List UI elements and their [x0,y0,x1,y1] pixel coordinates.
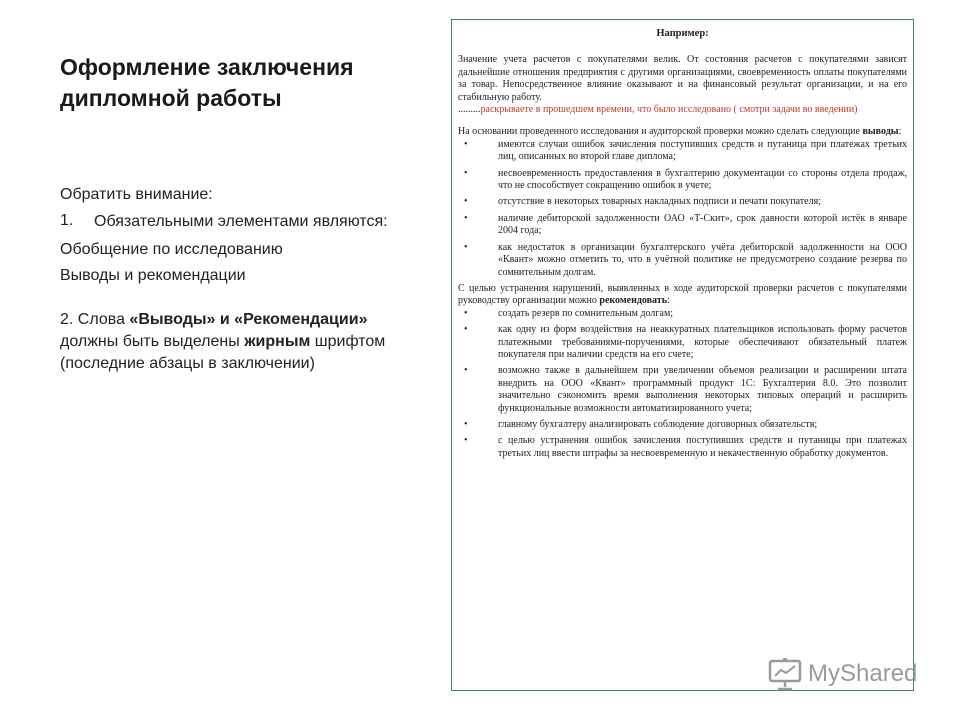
note-suffix: шрифтом (последние абзацы в заключении) [60,333,386,372]
list-item [458,435,907,460]
list-item-text: возможно также в дальнейшем при увеличении объемов реализации и расширении штата внедрить на ООО «Квант» программный продукт 1С: Бухгалтерия 8.0. Это позволит значительно сэкономить время выполнения некоторых типовых операций и расширить функциональные возможности автоматизированного учета; [498,365,907,414]
bullet: • [464,365,468,377]
list-item-text: создать резерв по сомнительным долгам; [498,307,674,319]
list-item-text: отсутствие в некоторых товарных накладных подписи и печати покупателя; [498,196,821,208]
para4-end: : [667,295,670,307]
bold-note [60,309,390,375]
bullet: • [464,138,468,150]
item-number: 1. [60,212,74,229]
list-item [458,419,907,431]
list-item-text: как недостаток в организации бухгалтерского учёта дебиторской задолженности на ООО «Квант» можно отметить то, что в учётной политике не предусмотрено создание резерва по сомнительным долгам. [498,241,907,278]
example-document [451,19,914,691]
item-text: Обязательными элементами являются: [94,213,388,230]
watermark-text [808,660,917,688]
bullet: • [464,241,468,253]
slide-title: Оформление заключения дипломной работы [60,54,354,111]
list-item-text: как одну из форм воздействия на неаккуратных плательщиков использовать форму расчетов платежными требованиями-поручениями, которые обеспечивают обязательный платеж покупателя при наличии средств на его счете; [498,324,907,360]
watermark-part2: Shared [840,660,918,687]
document-paragraph-2 [458,104,907,116]
recommend-bold: рекомендовать [599,295,667,307]
para4-text: С целью устранения нарушений, выявленных в ходе аудиторской проверки расчетов с покупателями руководству организации можно [458,282,907,307]
list-item [458,196,907,208]
presentation-icon [768,657,802,691]
note-bold-words: «Выводы» и «Рекомендации» [129,311,368,328]
list-item [458,139,907,164]
bullet: • [464,435,468,447]
recommendations-list [458,308,907,460]
list-item [458,308,907,320]
document-paragraph-1: Значение учета расчетов с покупателями велик. От состояния расчетов с покупателями зависят дальнейшие отношения предприятия с другими организациями, своевременность оплаты покупателями за товар. Непосредственное влияние оказывают и на финансовый результат организации, и на его стабильную работу. [458,54,907,103]
bullet: • [464,324,468,336]
bullet: • [464,418,468,430]
note-mid: должны быть выделены [60,333,245,350]
attention-label: Обратить внимание: [60,186,213,203]
list-item-text: имеются случаи ошибок зачисления поступивших средств и путаница при платежах третьих лиц, описанных во второй главе диплома; [498,138,907,163]
conclusions-list [458,139,907,279]
note-bold-word: жирным [244,333,311,350]
dots: ......... [458,104,481,116]
list-item-text: с целью устранения ошибок зачисления поступивших средств и путаницы при платежах третьих лиц ввести штрафы за несвоевременную и некачественную обработку документов. [498,435,907,459]
document-paragraph-3 [458,126,907,138]
line-conclusions: Выводы и рекомендации [60,267,246,284]
document-heading: Например: [656,28,709,39]
list-item [458,213,907,238]
para3-end: : [898,126,902,138]
watermark-part1: My [808,660,840,687]
conclusions-bold: выводы [862,126,899,138]
bullet: • [464,196,468,208]
list-item-text: наличие дебиторской задолженности ОАО «Т-Скит», срок давности которой истёк в январе 2004 года; [498,212,907,237]
list-item [458,168,907,193]
slide-body [60,182,390,375]
list-item-text: главному бухгалтеру анализировать соблюдение договорных обязательств; [498,418,818,430]
list-item [458,365,907,415]
list-item [458,324,907,361]
note-prefix: 2. Слова [60,311,130,328]
red-instruction: раскрываете в прошедшем времени, что было исследовано ( смотри задачи во введении) [480,104,858,116]
numbered-item-1 [60,208,390,237]
list-item [458,242,907,279]
bullet: • [464,167,468,179]
line-generalization: Обобщение по исследованию [60,241,283,258]
bullet: • [464,307,468,319]
myshared-watermark [768,657,917,691]
bullet: • [464,212,468,224]
para3-text: На основании проведенного исследования и аудиторской проверки можно сделать следующие [458,126,863,138]
document-paragraph-4 [458,283,907,308]
list-item-text: несвоевременность предоставления в бухгалтерию документации со стороны отдела продаж, что не способствует сокращению ошибок в учете; [498,167,907,192]
